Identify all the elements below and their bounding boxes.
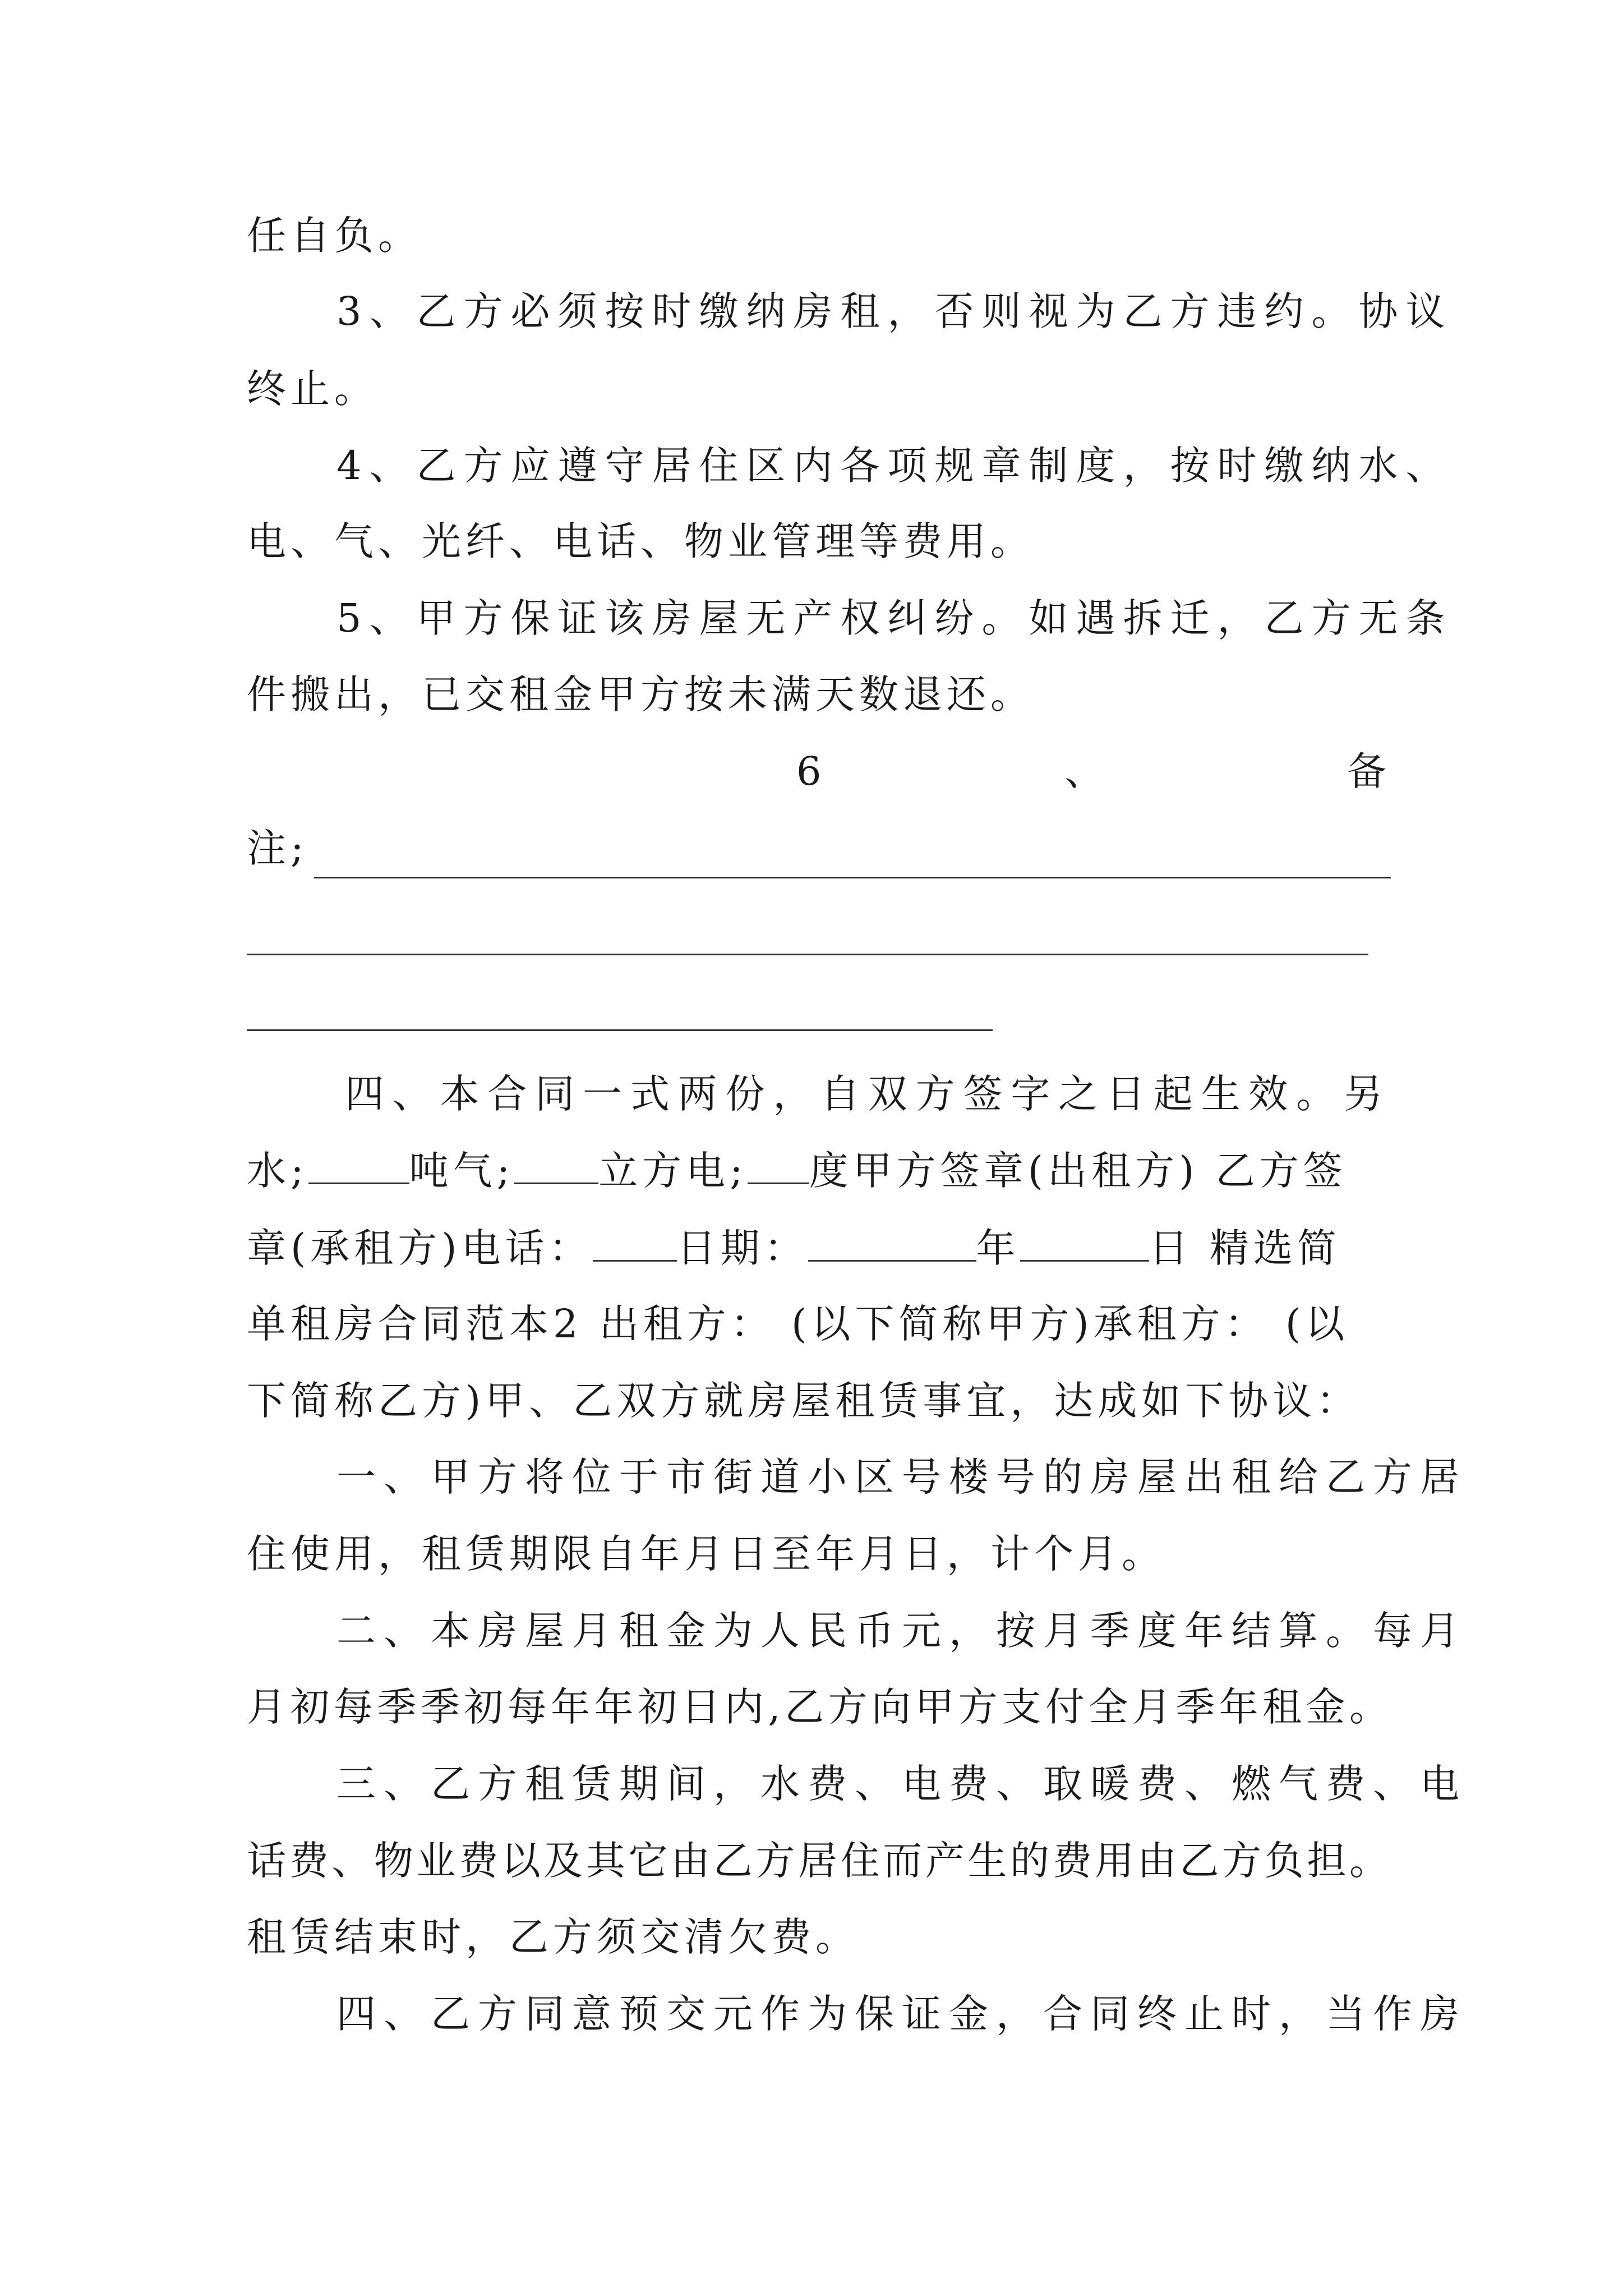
note-blank-line <box>314 877 1391 878</box>
note-number: 6 <box>796 748 826 794</box>
blank-gas <box>514 1150 598 1184</box>
note-separator: 、 <box>1064 748 1109 794</box>
text-line: 一、甲方将位于市街道小区号楼号的房屋出租给乙方居 <box>336 1454 1467 1500</box>
text-line: 4、乙方应遵守居住区内各项规章制度，按时缴纳水、 <box>336 443 1453 489</box>
text-fragment: 日期： <box>676 1225 808 1271</box>
text-line: 电、气、光纤、电话、物业管理等费用。 <box>247 518 1034 564</box>
text-fragment: 吨气; <box>409 1148 515 1194</box>
text-fragment: 年 <box>976 1225 1020 1271</box>
fill-line <box>247 1223 1391 1273</box>
note-heading <box>796 746 1391 797</box>
blank-power <box>748 1150 809 1184</box>
text-fragment: 日 精选简 <box>1149 1225 1341 1271</box>
text-line: 3、乙方必须按时缴纳房租，否则视为乙方违约。协议 <box>336 288 1453 334</box>
text-line: 终止。 <box>247 366 378 412</box>
text-line: 三、乙方租赁期间，水费、电费、取暖费、燃气费、电 <box>336 1761 1467 1807</box>
text-line: 二、本房屋月租金为人民币元，按月季度年结算。每月 <box>336 1608 1467 1654</box>
fill-line <box>247 1145 1391 1196</box>
text-line: 任自负。 <box>247 213 422 259</box>
blank-water <box>308 1150 409 1184</box>
text-fragment: 度甲方签章(出租方) 乙方签 <box>809 1148 1347 1194</box>
text-line: 件搬出，已交租金甲方按未满天数退还。 <box>247 671 1034 717</box>
text-line: 月初每季季初每年年初日内,乙方向甲方支付全月季年租金。 <box>247 1684 1391 1730</box>
text-line: 话费、物业费以及其它由乙方居住而产生的费用由乙方负担。 <box>247 1838 1391 1884</box>
note-label-part: 备 <box>1347 748 1391 794</box>
text-line: 住使用，租赁期限自年月日至年月日，计个月。 <box>247 1531 1165 1577</box>
blank-phone <box>593 1227 677 1262</box>
text-line: 5、甲方保证该房屋无产权纠纷。如遇拆迁，乙方无条 <box>336 595 1453 641</box>
note-label: 注; <box>247 825 308 871</box>
text-line: 单租房合同范本2 出租方： (以下简称甲方)承租方： (以 <box>247 1301 1349 1347</box>
text-fragment: 水; <box>247 1148 308 1194</box>
blank-day <box>1020 1227 1149 1262</box>
text-line: 四、本合同一式两份，自双方签字之日起生效。另 <box>345 1071 1391 1117</box>
blank-year <box>808 1227 976 1262</box>
note-blank-line <box>247 1029 993 1031</box>
text-fragment: 章(承租方)电话： <box>247 1225 593 1271</box>
text-line: 四、乙方同意预交元作为保证金，合同终止时，当作房 <box>336 1991 1467 2037</box>
text-line: 租赁结束时，乙方须交清欠费。 <box>247 1914 859 1960</box>
text-line: 下简称乙方)甲、乙双方就房屋租赁事宜，达成如下协议： <box>247 1378 1361 1424</box>
text-fragment: 立方电; <box>598 1148 748 1194</box>
note-blank-line <box>247 954 1368 955</box>
